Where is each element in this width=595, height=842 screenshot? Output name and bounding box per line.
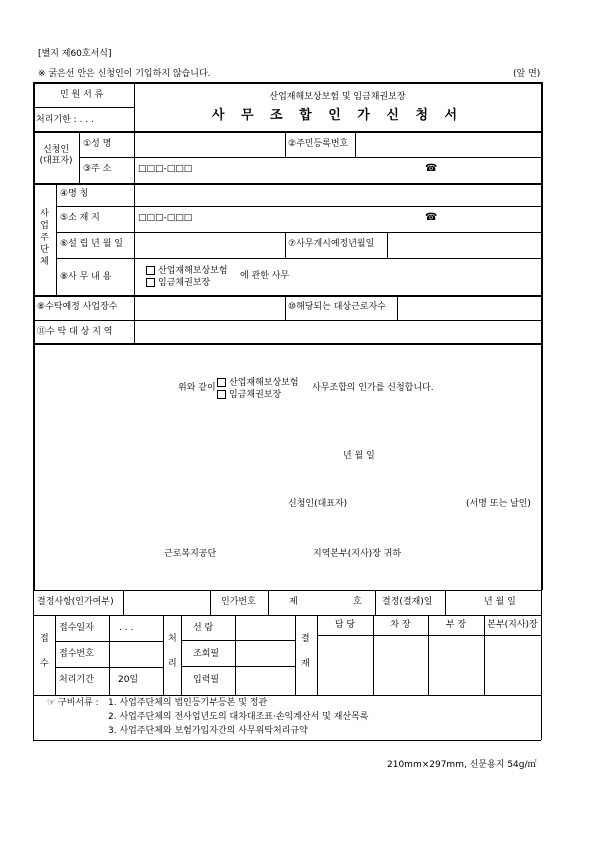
- approval-col-deputy: 차 장: [390, 620, 411, 630]
- approval-col-staff: 담 당: [334, 620, 356, 630]
- est-date-label: ⑥설 립 년 월 일: [60, 239, 123, 249]
- receipt-no-label: 접수번호: [59, 649, 94, 659]
- receipt-label-a: 접: [40, 634, 49, 644]
- receipt-label-b: 수: [40, 659, 49, 669]
- phone-icon: ☎: [425, 163, 438, 174]
- statement-option-1: 산업재해보상보험: [217, 378, 299, 388]
- checkbox[interactable]: [217, 390, 226, 399]
- statement-date: 년 월 일: [343, 451, 375, 461]
- approval-col-director: 본부(지사)장: [487, 620, 538, 630]
- org-location-label: ⑤소 재 지: [60, 213, 100, 223]
- org-vertical-label: 사 업 주 단 체: [40, 209, 49, 267]
- period-label: 처리기간: [59, 675, 94, 685]
- lookup-label: 조회필: [193, 649, 220, 659]
- form-subtitle: 산업재해보상보험 및 임금채권보장: [269, 92, 406, 102]
- receipt-date-label: 접수일자: [59, 623, 94, 633]
- entry-label: 입력필: [193, 675, 220, 685]
- paper-spec: 210mm×297mm, 신문용지 54g/㎡: [387, 760, 537, 770]
- recipient-branch: 지역본부(지사)장 귀하: [313, 549, 402, 559]
- org-phone-icon: ☎: [425, 212, 438, 223]
- civil-doc-label: 민 원 서 류: [60, 90, 104, 100]
- signer-label: 신청인(대표자): [288, 499, 348, 509]
- doc-item-3: 3. 사업주단체와 보험가입자간의 사무위탁처리규약: [108, 726, 308, 736]
- rrn-label: ②주민등록번호: [288, 139, 349, 149]
- name-label: ①성 명: [83, 139, 112, 149]
- form-title: 사 무 조 합 인 가 신 청 서: [211, 108, 464, 123]
- approval-no-prefix: 제: [289, 597, 298, 607]
- checkbox[interactable]: [146, 278, 155, 287]
- approval-label-b: 재: [301, 659, 310, 669]
- decision-date: 년 월 일: [484, 597, 516, 607]
- signature-hint: (서명 또는 날인): [466, 499, 531, 509]
- applicant-postal: □□□-□□□: [138, 164, 193, 174]
- processing-label-a: 처: [168, 634, 177, 644]
- approval-no-suffix: 호: [353, 597, 362, 607]
- start-date-label: ⑦사무개시예정년월일: [288, 239, 375, 249]
- decision-date-label: 결정(결재)일: [382, 597, 433, 607]
- doc-item-1: 1. 사업주단체의 법인등기부등본 및 정관: [108, 698, 268, 708]
- approval-label-a: 결: [301, 634, 310, 644]
- checkbox[interactable]: [217, 378, 226, 387]
- receipt-date-value: . . .: [119, 623, 134, 633]
- area-label: ⑪수 탁 대 상 지 역: [37, 327, 113, 337]
- period-value: 20일: [118, 675, 139, 685]
- content-label: ⑧사 무 내 용: [60, 272, 112, 282]
- org-postal: □□□-□□□: [138, 213, 193, 223]
- statement-suffix: 사무조합의 인가를 신청합니다.: [312, 383, 434, 393]
- content-option-2: 임금채권보장: [146, 278, 210, 288]
- approval-col-manager: 부 장: [445, 620, 467, 630]
- checkbox[interactable]: [146, 266, 155, 275]
- recipient-org: 근로복지공단: [164, 549, 217, 559]
- applicant-label: 신청인: [42, 145, 70, 155]
- processing-label-b: 리: [168, 659, 177, 669]
- page-side: (앞 면): [513, 69, 541, 79]
- deadline-label: 처리기한 : . . .: [36, 115, 94, 125]
- target-workers-label: ⑩해당되는 대상근로자수: [288, 302, 386, 312]
- doc-item-2: 2. 사업주단체의 전사업년도의 대차대조표·손익계산서 및 재산목록: [108, 712, 369, 722]
- docs-label: ☞ 구비서류 :: [47, 698, 99, 708]
- content-suffix: 에 관한 사무: [240, 271, 290, 281]
- approval-no-label: 인가번호: [221, 597, 256, 607]
- content-option-1: 산업재해보상보험: [146, 266, 228, 276]
- inquiry-label: 선 람: [193, 623, 214, 633]
- planned-sites-label: ⑧수탁예정 사업장수: [37, 302, 118, 312]
- applicant-rep-label: (대표자): [39, 156, 73, 166]
- form-number: [별지 제60호서식]: [38, 49, 112, 59]
- instruction-note: ※ 굵은선 안은 신청인이 기입하지 않습니다.: [38, 69, 211, 79]
- org-name-label: ④명 칭: [60, 189, 89, 199]
- statement-option-2: 임금채권보장: [217, 390, 281, 400]
- address-label: ③주 소: [83, 164, 112, 174]
- decision-label: 결정사항(인가여부): [37, 597, 114, 607]
- statement-prefix: 위와 같이: [178, 383, 216, 393]
